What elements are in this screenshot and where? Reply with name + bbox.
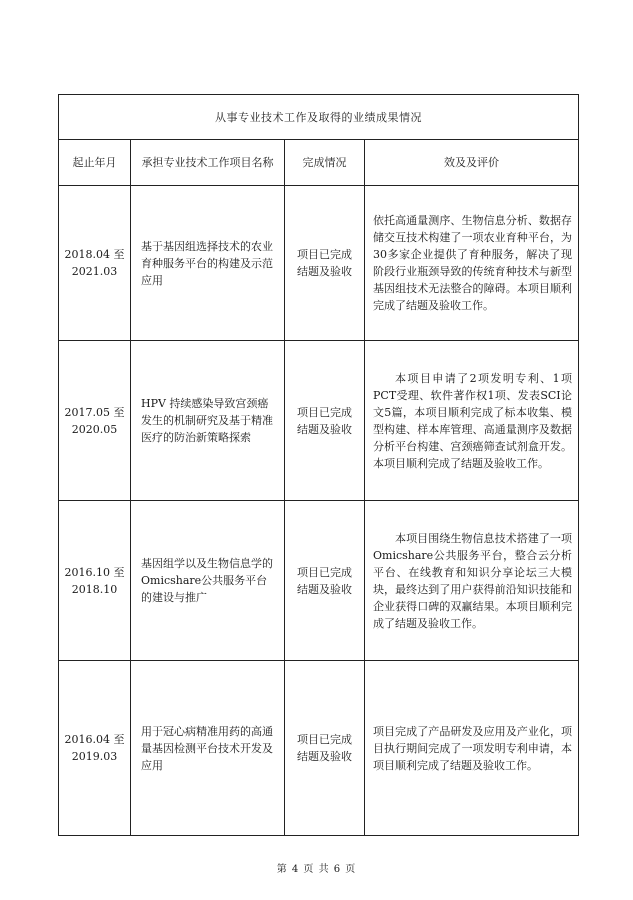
project-name: 基因组学以及生物信息学的Omicshare公共服务平台的建设与推广 [131,501,285,661]
project-name: 用于冠心病精准用药的高通量基因检测平台技术开发及应用 [131,661,285,836]
status-cell [285,661,365,836]
project-name: HPV 持续感染导致宫颈癌发生的机制研究及基于精准医疗的防治新策略探索 [131,341,285,501]
period-end: 2018.10 [71,582,118,596]
status-cell [285,341,365,501]
project-name: 基于基因组选择技术的农业育种服务平台的构建及示范应用 [131,186,285,341]
status-line1: 项目已完成 [297,248,352,261]
effect-cell [365,341,579,501]
table-row [59,661,579,836]
table-title: 从事专业技术工作及取得的业绩成果情况 [59,95,579,140]
period-start: 2017.05 至 [64,405,125,419]
effect-cell [365,661,579,836]
header-status: 完成情况 [285,140,365,186]
period-end: 2021.03 [71,265,118,278]
status-line1: 项目已完成 [297,733,352,746]
status-cell [285,186,365,341]
status-line2: 结题及验收 [297,750,352,763]
period-start: 2016.04 至 [64,733,125,746]
status-line2: 结题及验收 [297,422,352,436]
effect-text: 项目完成了产品研发及应用及产业化，项目执行期间完成了一项发明专利申请，本项目顺利完成了结题及验收工作。 [373,724,572,772]
table-row [59,341,579,501]
status-cell [285,501,365,661]
header-effect: 效及及评价 [365,140,579,186]
period-cell [59,341,131,501]
period-cell [59,186,131,341]
effect-text: 依托高通量测序、生物信息分析、数据存储交互技术构建了一项农业育种平台，为30多家企业提供了育种服务，解决了现阶段行业瓶颈导致的传统育种技术与新型基因组技术无法整合的障碍。本项目顺利完成了结题及验收工作。 [373,214,572,312]
header-period: 起止年月 [59,140,131,186]
table-row [59,501,579,661]
header-project: 承担专业技术工作项目名称 [131,140,285,186]
status-line1: 项目已完成 [297,405,352,419]
effect-text: 本项目围绕生物信息技术搭建了一项Omicshare公共服务平台，整合云分析平台、在线教育和知识分享论坛三大模块，最终达到了用户获得前沿知识技能和企业获得口碑的双赢结果。本项目顺利完成了结题及验收工作。 [373,531,572,630]
table-row [59,186,579,341]
period-cell [59,661,131,836]
period-start: 2016.10 至 [64,565,125,579]
page-footer: 第 4 页 共 6 页 [276,864,357,875]
status-line1: 项目已完成 [297,565,352,579]
effect-text: 本项目申请了2项发明专利、1项PCT受理、软件著作权1项、发表SCI论文5篇，本项目顺利完成了标本收集、模型构建、样本库管理、高通量测序及数据分析平台构建、宫颈癌筛查试剂盒开发。本项目顺利完成了结题及验收工作。 [373,371,572,470]
period-start: 2018.04 至 [64,248,125,261]
period-end: 2019.03 [71,750,118,763]
period-end: 2020.05 [71,422,118,436]
status-line2: 结题及验收 [297,265,352,278]
period-cell [59,501,131,661]
status-line2: 结题及验收 [297,582,352,596]
effect-cell [365,501,579,661]
achievements-table [58,94,579,836]
effect-cell [365,186,579,341]
